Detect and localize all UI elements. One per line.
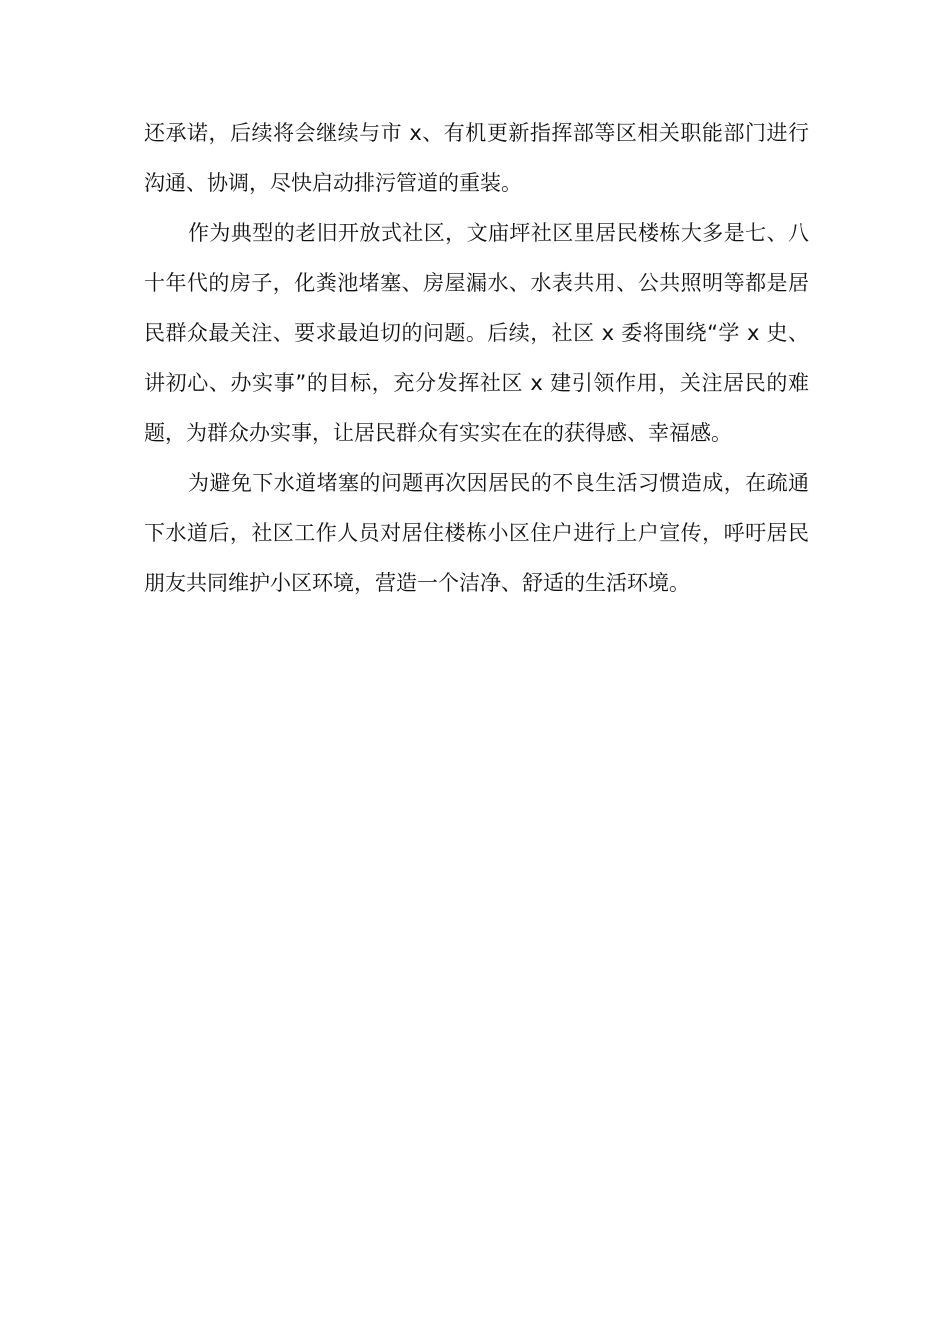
document-body xyxy=(144,108,809,608)
paragraph-community-background: 作为典型的老旧开放式社区，文庙坪社区里居民楼栋大多是七、八十年代的房子，化粪池堵塞、房屋漏水、水表共用、公共照明等都是居民群众最关注、要求最迫切的问题。后续，社区 x 委将围绕“学 x 史、讲初心、办实事”的目标，充分发挥社区 x 建引领作用，关注居民的难题，为群众办实事，让居民群众有实实在在的获得感、幸福感。 xyxy=(144,221,809,445)
paragraph-continuation: 还承诺，后续将会继续与市 x、有机更新指挥部等区相关职能部门进行沟通、协调，尽快启动排污管道的重装。 xyxy=(144,121,809,195)
paragraph-publicity: 为避免下水道堵塞的问题再次因居民的不良生活习惯造成，在疏通下水道后，社区工作人员对居住楼栋小区住户进行上户宣传，呼吁居民朋友共同维护小区环境，营造一个洁净、舒适的生活环境。 xyxy=(144,471,809,595)
